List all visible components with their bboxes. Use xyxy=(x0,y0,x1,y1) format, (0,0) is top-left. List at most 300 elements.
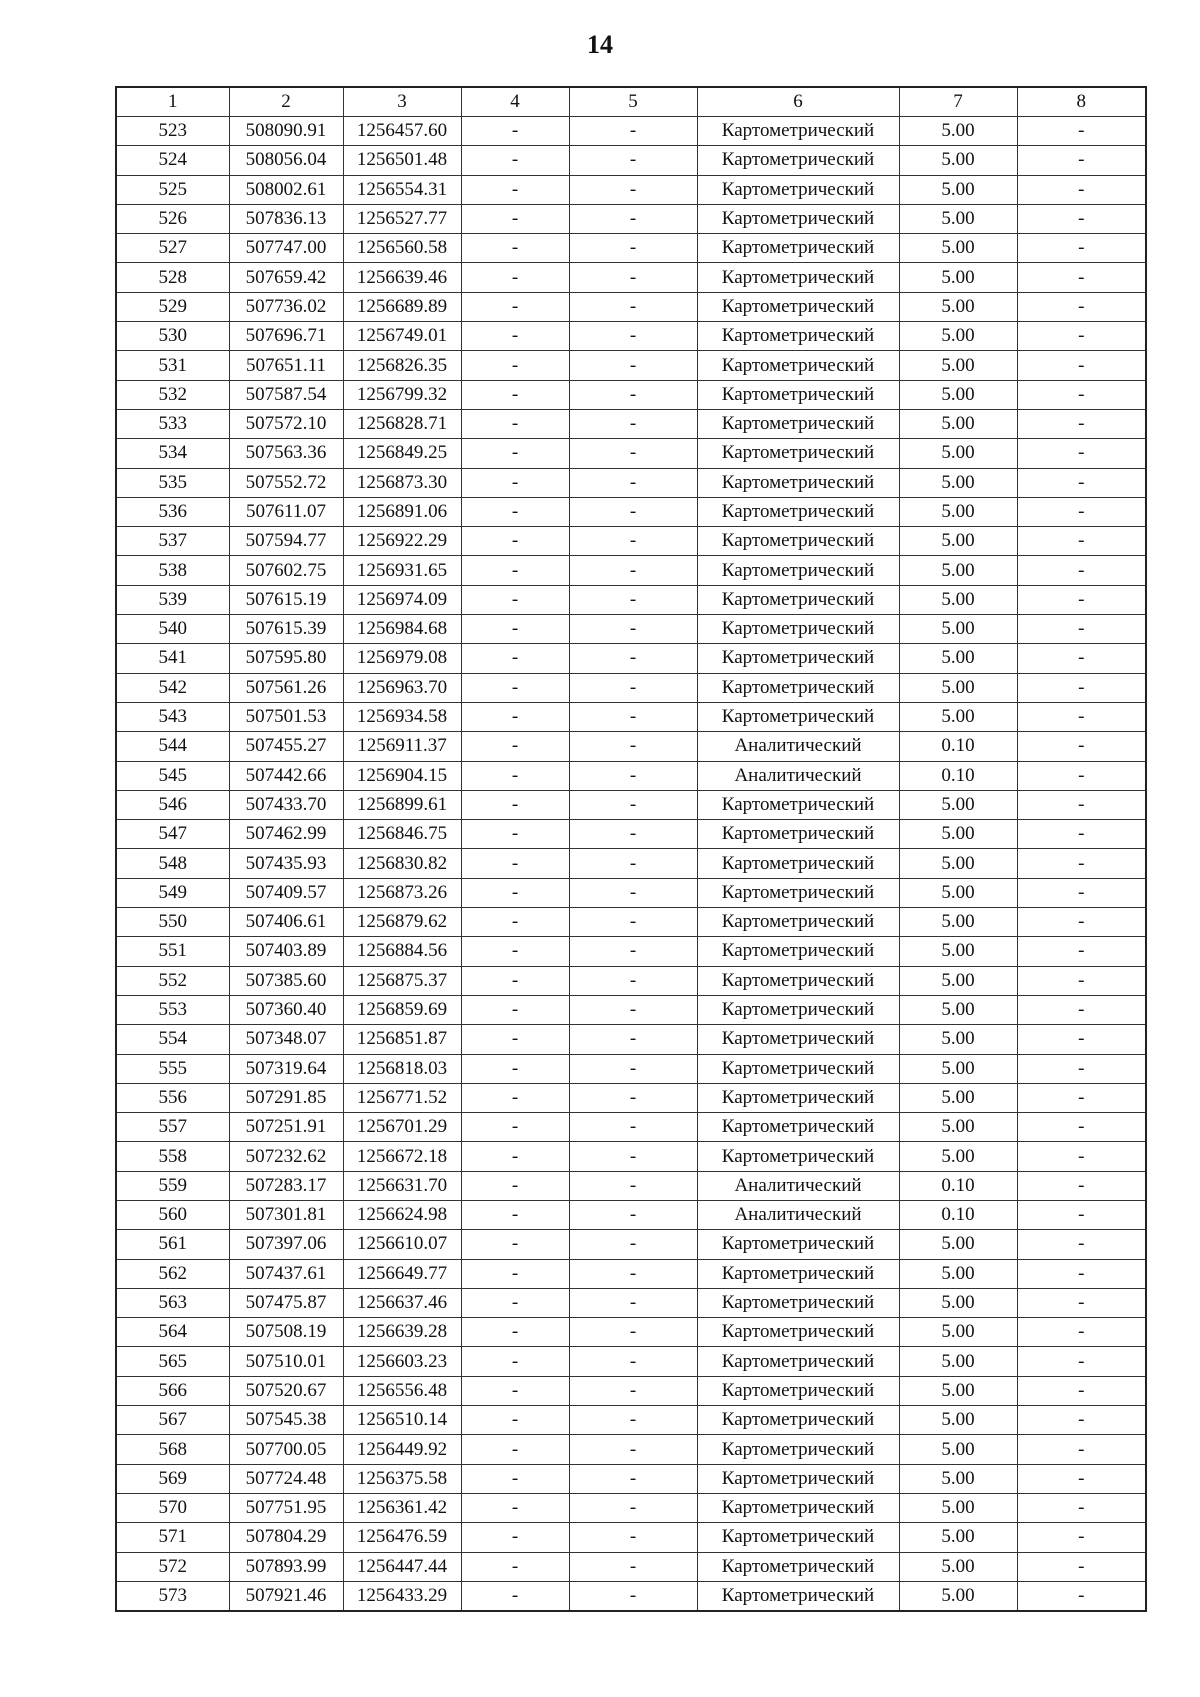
x-coordinate-cell: 507651.11 xyxy=(229,351,343,380)
x-coordinate-cell: 508002.61 xyxy=(229,175,343,204)
x-coordinate-cell: 507595.80 xyxy=(229,644,343,673)
table-row xyxy=(116,644,1146,673)
table-row xyxy=(116,351,1146,380)
column-5-cell: - xyxy=(569,1406,697,1435)
method-cell: Картометрический xyxy=(697,995,899,1024)
column-5-cell: - xyxy=(569,1464,697,1493)
accuracy-cell: 5.00 xyxy=(899,673,1017,702)
table-row xyxy=(116,1376,1146,1405)
column-5-cell: - xyxy=(569,937,697,966)
accuracy-cell: 5.00 xyxy=(899,615,1017,644)
point-number-cell: 549 xyxy=(116,878,229,907)
column-4-cell: - xyxy=(461,1552,569,1581)
column-4-cell: - xyxy=(461,1171,569,1200)
point-number-cell: 561 xyxy=(116,1230,229,1259)
column-4-cell: - xyxy=(461,878,569,907)
y-coordinate-cell: 1256610.07 xyxy=(343,1230,461,1259)
column-8-cell: - xyxy=(1017,1200,1146,1229)
x-coordinate-cell: 507615.39 xyxy=(229,615,343,644)
table-row xyxy=(116,1171,1146,1200)
method-cell: Картометрический xyxy=(697,849,899,878)
column-4-cell: - xyxy=(461,497,569,526)
y-coordinate-cell: 1256873.30 xyxy=(343,468,461,497)
column-8-cell: - xyxy=(1017,1054,1146,1083)
column-5-cell: - xyxy=(569,146,697,175)
x-coordinate-cell: 507348.07 xyxy=(229,1025,343,1054)
column-4-cell: - xyxy=(461,380,569,409)
coordinates-table xyxy=(115,86,1147,1612)
y-coordinate-cell: 1256849.25 xyxy=(343,439,461,468)
column-8-cell: - xyxy=(1017,1142,1146,1171)
accuracy-cell: 5.00 xyxy=(899,204,1017,233)
column-5-cell: - xyxy=(569,204,697,233)
table-row xyxy=(116,732,1146,761)
column-5-cell: - xyxy=(569,556,697,585)
table-row xyxy=(116,146,1146,175)
x-coordinate-cell: 507572.10 xyxy=(229,409,343,438)
y-coordinate-cell: 1256447.44 xyxy=(343,1552,461,1581)
method-cell: Картометрический xyxy=(697,1288,899,1317)
x-coordinate-cell: 507893.99 xyxy=(229,1552,343,1581)
method-cell: Картометрический xyxy=(697,1025,899,1054)
column-5-cell: - xyxy=(569,1318,697,1347)
x-coordinate-cell: 507442.66 xyxy=(229,761,343,790)
column-5-cell: - xyxy=(569,615,697,644)
table-row xyxy=(116,322,1146,351)
x-coordinate-cell: 507508.19 xyxy=(229,1318,343,1347)
column-4-cell: - xyxy=(461,1083,569,1112)
method-cell: Картометрический xyxy=(697,1347,899,1376)
y-coordinate-cell: 1256361.42 xyxy=(343,1493,461,1522)
y-coordinate-cell: 1256899.61 xyxy=(343,790,461,819)
point-number-cell: 537 xyxy=(116,527,229,556)
column-5-cell: - xyxy=(569,292,697,321)
x-coordinate-cell: 507724.48 xyxy=(229,1464,343,1493)
method-cell: Картометрический xyxy=(697,878,899,907)
y-coordinate-cell: 1256433.29 xyxy=(343,1581,461,1611)
x-coordinate-cell: 507397.06 xyxy=(229,1230,343,1259)
accuracy-cell: 5.00 xyxy=(899,1318,1017,1347)
column-4-cell: - xyxy=(461,556,569,585)
column-5-cell: - xyxy=(569,234,697,263)
point-number-cell: 546 xyxy=(116,790,229,819)
column-8-cell: - xyxy=(1017,790,1146,819)
x-coordinate-cell: 507751.95 xyxy=(229,1493,343,1522)
column-4-cell: - xyxy=(461,439,569,468)
column-5-cell: - xyxy=(569,263,697,292)
x-coordinate-cell: 508056.04 xyxy=(229,146,343,175)
y-coordinate-cell: 1256922.29 xyxy=(343,527,461,556)
method-cell: Картометрический xyxy=(697,175,899,204)
accuracy-cell: 5.00 xyxy=(899,908,1017,937)
point-number-cell: 555 xyxy=(116,1054,229,1083)
method-cell: Картометрический xyxy=(697,820,899,849)
column-8-cell: - xyxy=(1017,995,1146,1024)
x-coordinate-cell: 507385.60 xyxy=(229,966,343,995)
accuracy-cell: 5.00 xyxy=(899,937,1017,966)
point-number-cell: 559 xyxy=(116,1171,229,1200)
point-number-cell: 526 xyxy=(116,204,229,233)
column-4-cell: - xyxy=(461,937,569,966)
column-header: 4 xyxy=(461,87,569,117)
y-coordinate-cell: 1256931.65 xyxy=(343,556,461,585)
column-5-cell: - xyxy=(569,1435,697,1464)
table-row xyxy=(116,292,1146,321)
column-8-cell: - xyxy=(1017,292,1146,321)
method-cell: Картометрический xyxy=(697,1142,899,1171)
x-coordinate-cell: 507736.02 xyxy=(229,292,343,321)
y-coordinate-cell: 1256884.56 xyxy=(343,937,461,966)
y-coordinate-cell: 1256846.75 xyxy=(343,820,461,849)
column-5-cell: - xyxy=(569,585,697,614)
table-row xyxy=(116,908,1146,937)
column-4-cell: - xyxy=(461,146,569,175)
column-5-cell: - xyxy=(569,673,697,702)
column-5-cell: - xyxy=(569,1581,697,1611)
point-number-cell: 571 xyxy=(116,1523,229,1552)
column-8-cell: - xyxy=(1017,1376,1146,1405)
y-coordinate-cell: 1256875.37 xyxy=(343,966,461,995)
column-4-cell: - xyxy=(461,732,569,761)
point-number-cell: 534 xyxy=(116,439,229,468)
x-coordinate-cell: 507433.70 xyxy=(229,790,343,819)
x-coordinate-cell: 507615.19 xyxy=(229,585,343,614)
point-number-cell: 568 xyxy=(116,1435,229,1464)
y-coordinate-cell: 1256851.87 xyxy=(343,1025,461,1054)
column-8-cell: - xyxy=(1017,673,1146,702)
column-5-cell: - xyxy=(569,820,697,849)
column-5-cell: - xyxy=(569,497,697,526)
method-cell: Картометрический xyxy=(697,556,899,585)
column-8-cell: - xyxy=(1017,146,1146,175)
y-coordinate-cell: 1256672.18 xyxy=(343,1142,461,1171)
column-8-cell: - xyxy=(1017,1259,1146,1288)
column-5-cell: - xyxy=(569,1171,697,1200)
y-coordinate-cell: 1256963.70 xyxy=(343,673,461,702)
column-4-cell: - xyxy=(461,1113,569,1142)
column-4-cell: - xyxy=(461,1435,569,1464)
table-row xyxy=(116,1552,1146,1581)
accuracy-cell: 5.00 xyxy=(899,556,1017,585)
method-cell: Картометрический xyxy=(697,409,899,438)
column-8-cell: - xyxy=(1017,908,1146,937)
y-coordinate-cell: 1256554.31 xyxy=(343,175,461,204)
accuracy-cell: 0.10 xyxy=(899,1171,1017,1200)
column-4-cell: - xyxy=(461,1259,569,1288)
y-coordinate-cell: 1256527.77 xyxy=(343,204,461,233)
column-8-cell: - xyxy=(1017,175,1146,204)
column-4-cell: - xyxy=(461,1054,569,1083)
column-4-cell: - xyxy=(461,1200,569,1229)
column-4-cell: - xyxy=(461,1464,569,1493)
method-cell: Картометрический xyxy=(697,1230,899,1259)
table-row xyxy=(116,1581,1146,1611)
column-4-cell: - xyxy=(461,849,569,878)
y-coordinate-cell: 1256476.59 xyxy=(343,1523,461,1552)
x-coordinate-cell: 507510.01 xyxy=(229,1347,343,1376)
accuracy-cell: 5.00 xyxy=(899,146,1017,175)
x-coordinate-cell: 507747.00 xyxy=(229,234,343,263)
column-5-cell: - xyxy=(569,1376,697,1405)
table-row xyxy=(116,1493,1146,1522)
column-8-cell: - xyxy=(1017,1083,1146,1112)
column-4-cell: - xyxy=(461,351,569,380)
y-coordinate-cell: 1256873.26 xyxy=(343,878,461,907)
column-8-cell: - xyxy=(1017,1025,1146,1054)
x-coordinate-cell: 507501.53 xyxy=(229,702,343,731)
point-number-cell: 529 xyxy=(116,292,229,321)
point-number-cell: 557 xyxy=(116,1113,229,1142)
point-number-cell: 567 xyxy=(116,1406,229,1435)
column-5-cell: - xyxy=(569,1083,697,1112)
x-coordinate-cell: 507552.72 xyxy=(229,468,343,497)
point-number-cell: 550 xyxy=(116,908,229,937)
table-row xyxy=(116,585,1146,614)
x-coordinate-cell: 507602.75 xyxy=(229,556,343,585)
x-coordinate-cell: 507403.89 xyxy=(229,937,343,966)
table-row xyxy=(116,497,1146,526)
accuracy-cell: 5.00 xyxy=(899,1083,1017,1112)
column-8-cell: - xyxy=(1017,702,1146,731)
y-coordinate-cell: 1256701.29 xyxy=(343,1113,461,1142)
column-8-cell: - xyxy=(1017,1523,1146,1552)
y-coordinate-cell: 1256828.71 xyxy=(343,409,461,438)
column-8-cell: - xyxy=(1017,585,1146,614)
column-5-cell: - xyxy=(569,1523,697,1552)
column-4-cell: - xyxy=(461,1025,569,1054)
column-5-cell: - xyxy=(569,1288,697,1317)
method-cell: Картометрический xyxy=(697,527,899,556)
column-5-cell: - xyxy=(569,966,697,995)
table-row xyxy=(116,204,1146,233)
accuracy-cell: 5.00 xyxy=(899,439,1017,468)
column-8-cell: - xyxy=(1017,439,1146,468)
page-number: 14 xyxy=(587,30,613,59)
accuracy-cell: 5.00 xyxy=(899,234,1017,263)
method-cell: Картометрический xyxy=(697,1259,899,1288)
column-8-cell: - xyxy=(1017,351,1146,380)
column-header: 8 xyxy=(1017,87,1146,117)
column-4-cell: - xyxy=(461,1288,569,1317)
y-coordinate-cell: 1256560.58 xyxy=(343,234,461,263)
y-coordinate-cell: 1256637.46 xyxy=(343,1288,461,1317)
accuracy-cell: 0.10 xyxy=(899,732,1017,761)
column-4-cell: - xyxy=(461,117,569,146)
column-5-cell: - xyxy=(569,351,697,380)
y-coordinate-cell: 1256375.58 xyxy=(343,1464,461,1493)
column-5-cell: - xyxy=(569,1493,697,1522)
y-coordinate-cell: 1256624.98 xyxy=(343,1200,461,1229)
table-row xyxy=(116,615,1146,644)
table-row xyxy=(116,878,1146,907)
table-row xyxy=(116,556,1146,585)
x-coordinate-cell: 507561.26 xyxy=(229,673,343,702)
point-number-cell: 545 xyxy=(116,761,229,790)
accuracy-cell: 5.00 xyxy=(899,1259,1017,1288)
accuracy-cell: 5.00 xyxy=(899,1025,1017,1054)
method-cell: Картометрический xyxy=(697,966,899,995)
x-coordinate-cell: 507587.54 xyxy=(229,380,343,409)
column-8-cell: - xyxy=(1017,322,1146,351)
table-row xyxy=(116,702,1146,731)
method-cell: Картометрический xyxy=(697,1464,899,1493)
point-number-cell: 572 xyxy=(116,1552,229,1581)
method-cell: Картометрический xyxy=(697,1552,899,1581)
column-5-cell: - xyxy=(569,439,697,468)
column-8-cell: - xyxy=(1017,1493,1146,1522)
x-coordinate-cell: 507696.71 xyxy=(229,322,343,351)
method-cell: Аналитический xyxy=(697,1171,899,1200)
point-number-cell: 552 xyxy=(116,966,229,995)
x-coordinate-cell: 507409.57 xyxy=(229,878,343,907)
method-cell: Аналитический xyxy=(697,761,899,790)
point-number-cell: 556 xyxy=(116,1083,229,1112)
y-coordinate-cell: 1256979.08 xyxy=(343,644,461,673)
accuracy-cell: 5.00 xyxy=(899,790,1017,819)
column-header: 3 xyxy=(343,87,461,117)
column-5-cell: - xyxy=(569,468,697,497)
point-number-cell: 544 xyxy=(116,732,229,761)
point-number-cell: 541 xyxy=(116,644,229,673)
point-number-cell: 530 xyxy=(116,322,229,351)
column-8-cell: - xyxy=(1017,1464,1146,1493)
method-cell: Картометрический xyxy=(697,1406,899,1435)
y-coordinate-cell: 1256984.68 xyxy=(343,615,461,644)
accuracy-cell: 5.00 xyxy=(899,1493,1017,1522)
table-row xyxy=(116,1288,1146,1317)
accuracy-cell: 5.00 xyxy=(899,322,1017,351)
column-4-cell: - xyxy=(461,1581,569,1611)
table-row xyxy=(116,1200,1146,1229)
method-cell: Аналитический xyxy=(697,1200,899,1229)
point-number-cell: 535 xyxy=(116,468,229,497)
accuracy-cell: 5.00 xyxy=(899,1230,1017,1259)
column-4-cell: - xyxy=(461,1347,569,1376)
accuracy-cell: 5.00 xyxy=(899,351,1017,380)
y-coordinate-cell: 1256449.92 xyxy=(343,1435,461,1464)
column-5-cell: - xyxy=(569,1347,697,1376)
y-coordinate-cell: 1256689.89 xyxy=(343,292,461,321)
x-coordinate-cell: 507437.61 xyxy=(229,1259,343,1288)
table-row xyxy=(116,1259,1146,1288)
table-row xyxy=(116,175,1146,204)
table-row xyxy=(116,1347,1146,1376)
y-coordinate-cell: 1256891.06 xyxy=(343,497,461,526)
y-coordinate-cell: 1256818.03 xyxy=(343,1054,461,1083)
column-8-cell: - xyxy=(1017,644,1146,673)
point-number-cell: 558 xyxy=(116,1142,229,1171)
method-cell: Картометрический xyxy=(697,615,899,644)
accuracy-cell: 5.00 xyxy=(899,527,1017,556)
column-4-cell: - xyxy=(461,527,569,556)
method-cell: Картометрический xyxy=(697,1113,899,1142)
column-5-cell: - xyxy=(569,761,697,790)
point-number-cell: 525 xyxy=(116,175,229,204)
table-row xyxy=(116,995,1146,1024)
column-8-cell: - xyxy=(1017,380,1146,409)
point-number-cell: 560 xyxy=(116,1200,229,1229)
column-8-cell: - xyxy=(1017,615,1146,644)
column-8-cell: - xyxy=(1017,732,1146,761)
column-5-cell: - xyxy=(569,790,697,819)
column-5-cell: - xyxy=(569,878,697,907)
column-5-cell: - xyxy=(569,1054,697,1083)
column-4-cell: - xyxy=(461,908,569,937)
column-4-cell: - xyxy=(461,1406,569,1435)
column-5-cell: - xyxy=(569,908,697,937)
column-4-cell: - xyxy=(461,1318,569,1347)
column-5-cell: - xyxy=(569,1259,697,1288)
accuracy-cell: 5.00 xyxy=(899,644,1017,673)
table-row xyxy=(116,1025,1146,1054)
column-8-cell: - xyxy=(1017,1435,1146,1464)
x-coordinate-cell: 507659.42 xyxy=(229,263,343,292)
column-4-cell: - xyxy=(461,1376,569,1405)
point-number-cell: 540 xyxy=(116,615,229,644)
x-coordinate-cell: 507251.91 xyxy=(229,1113,343,1142)
table-row xyxy=(116,820,1146,849)
column-5-cell: - xyxy=(569,409,697,438)
column-8-cell: - xyxy=(1017,263,1146,292)
method-cell: Картометрический xyxy=(697,234,899,263)
point-number-cell: 542 xyxy=(116,673,229,702)
column-4-cell: - xyxy=(461,204,569,233)
y-coordinate-cell: 1256879.62 xyxy=(343,908,461,937)
accuracy-cell: 5.00 xyxy=(899,468,1017,497)
method-cell: Картометрический xyxy=(697,585,899,614)
method-cell: Картометрический xyxy=(697,1493,899,1522)
point-number-cell: 528 xyxy=(116,263,229,292)
table-row xyxy=(116,234,1146,263)
point-number-cell: 566 xyxy=(116,1376,229,1405)
accuracy-cell: 5.00 xyxy=(899,1552,1017,1581)
point-number-cell: 548 xyxy=(116,849,229,878)
column-header: 6 xyxy=(697,87,899,117)
accuracy-cell: 5.00 xyxy=(899,1406,1017,1435)
accuracy-cell: 5.00 xyxy=(899,1288,1017,1317)
x-coordinate-cell: 507435.93 xyxy=(229,849,343,878)
x-coordinate-cell: 507700.05 xyxy=(229,1435,343,1464)
x-coordinate-cell: 507545.38 xyxy=(229,1406,343,1435)
method-cell: Картометрический xyxy=(697,1581,899,1611)
y-coordinate-cell: 1256603.23 xyxy=(343,1347,461,1376)
method-cell: Картометрический xyxy=(697,644,899,673)
column-8-cell: - xyxy=(1017,1318,1146,1347)
y-coordinate-cell: 1256859.69 xyxy=(343,995,461,1024)
y-coordinate-cell: 1256830.82 xyxy=(343,849,461,878)
table-row xyxy=(116,117,1146,146)
column-8-cell: - xyxy=(1017,878,1146,907)
column-4-cell: - xyxy=(461,468,569,497)
method-cell: Картометрический xyxy=(697,1435,899,1464)
x-coordinate-cell: 507455.27 xyxy=(229,732,343,761)
y-coordinate-cell: 1256501.48 xyxy=(343,146,461,175)
table-row xyxy=(116,1230,1146,1259)
table-row xyxy=(116,527,1146,556)
column-4-cell: - xyxy=(461,615,569,644)
accuracy-cell: 5.00 xyxy=(899,1581,1017,1611)
column-5-cell: - xyxy=(569,1142,697,1171)
accuracy-cell: 5.00 xyxy=(899,175,1017,204)
x-coordinate-cell: 507232.62 xyxy=(229,1142,343,1171)
x-coordinate-cell: 507520.67 xyxy=(229,1376,343,1405)
accuracy-cell: 5.00 xyxy=(899,702,1017,731)
column-8-cell: - xyxy=(1017,849,1146,878)
x-coordinate-cell: 507462.99 xyxy=(229,820,343,849)
column-4-cell: - xyxy=(461,409,569,438)
point-number-cell: 551 xyxy=(116,937,229,966)
point-number-cell: 570 xyxy=(116,1493,229,1522)
